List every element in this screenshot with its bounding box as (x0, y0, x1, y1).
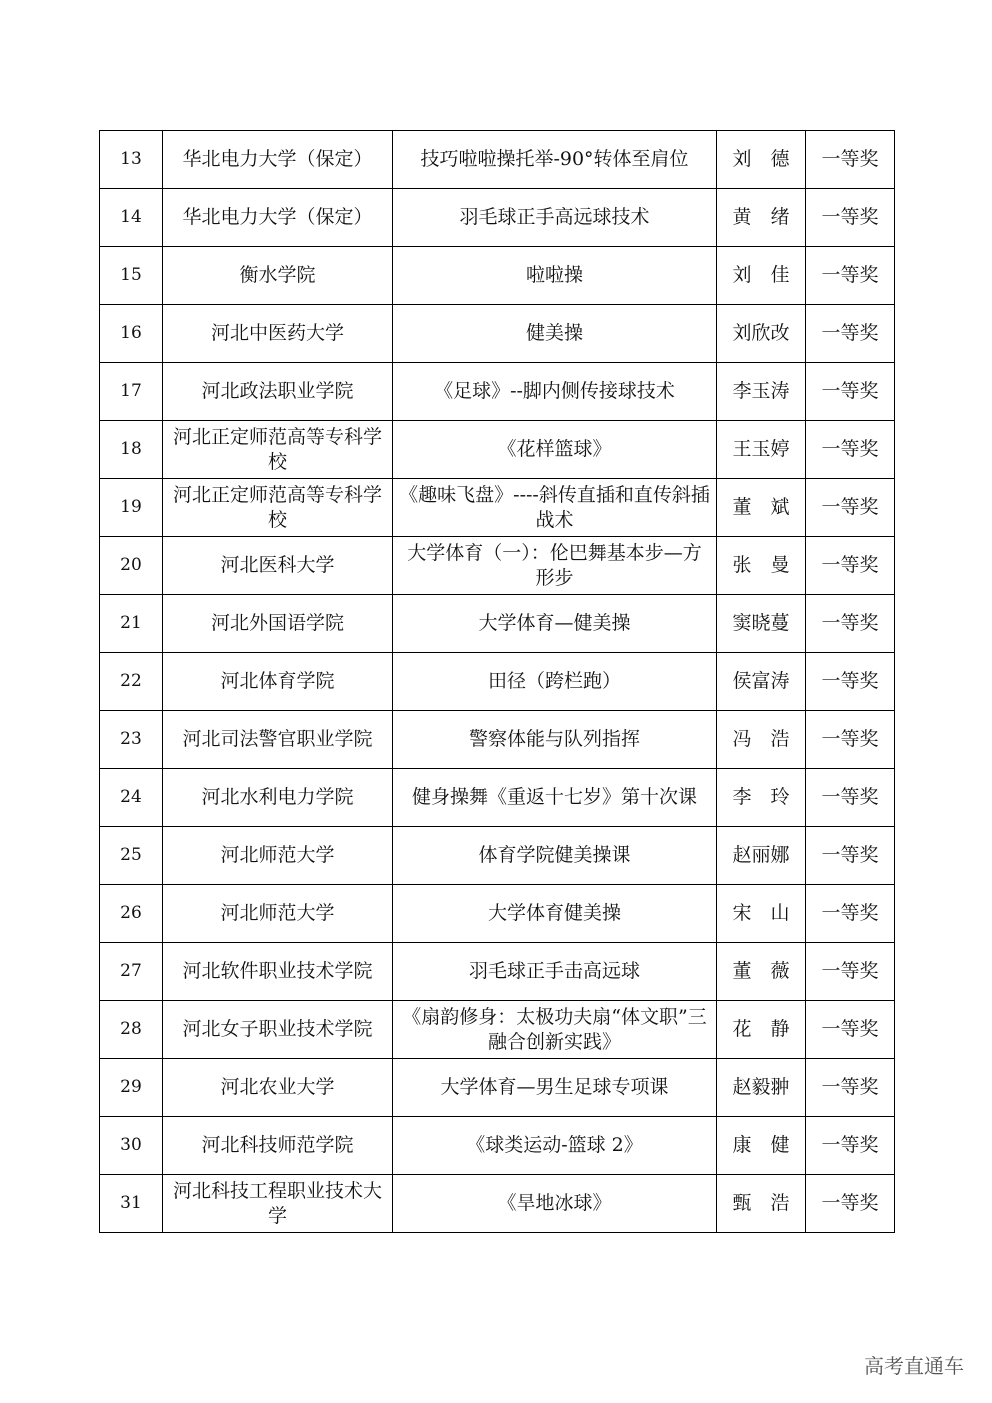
award-level: 一等奖 (806, 537, 895, 595)
teacher-name: 黄 绪 (717, 189, 806, 247)
row-number: 17 (100, 363, 163, 421)
row-number: 21 (100, 595, 163, 653)
row-number: 27 (100, 943, 163, 1001)
school-name: 河北师范大学 (163, 885, 393, 943)
row-number: 25 (100, 827, 163, 885)
course-title: 《旱地冰球》 (393, 1175, 717, 1233)
course-title: 《足球》--脚内侧传接球技术 (393, 363, 717, 421)
teacher-name: 刘 佳 (717, 247, 806, 305)
table-row (100, 943, 895, 1001)
awards-table-body (100, 131, 895, 1233)
teacher-name: 宋 山 (717, 885, 806, 943)
school-name: 河北农业大学 (163, 1059, 393, 1117)
teacher-name: 董 薇 (717, 943, 806, 1001)
row-number: 20 (100, 537, 163, 595)
school-name: 河北司法警官职业学院 (163, 711, 393, 769)
award-level: 一等奖 (806, 1001, 895, 1059)
row-number: 23 (100, 711, 163, 769)
teacher-name: 赵丽娜 (717, 827, 806, 885)
school-name: 河北中医药大学 (163, 305, 393, 363)
course-title: 田径（跨栏跑） (393, 653, 717, 711)
award-level: 一等奖 (806, 1059, 895, 1117)
course-title: 羽毛球正手击高远球 (393, 943, 717, 1001)
school-name: 河北水利电力学院 (163, 769, 393, 827)
award-level: 一等奖 (806, 885, 895, 943)
row-number: 26 (100, 885, 163, 943)
table-row (100, 247, 895, 305)
award-level: 一等奖 (806, 827, 895, 885)
teacher-name: 刘欣改 (717, 305, 806, 363)
table-row (100, 1175, 895, 1233)
course-title: 《球类运动-篮球 2》 (393, 1117, 717, 1175)
school-name: 河北女子职业技术学院 (163, 1001, 393, 1059)
award-level: 一等奖 (806, 131, 895, 189)
award-level: 一等奖 (806, 305, 895, 363)
teacher-name: 王玉婷 (717, 421, 806, 479)
teacher-name: 李 玲 (717, 769, 806, 827)
teacher-name: 甄 浩 (717, 1175, 806, 1233)
course-title: 技巧啦啦操托举-90°转体至肩位 (393, 131, 717, 189)
course-title: 健美操 (393, 305, 717, 363)
table-row (100, 711, 895, 769)
table-row (100, 769, 895, 827)
course-title: 羽毛球正手高远球技术 (393, 189, 717, 247)
teacher-name: 冯 浩 (717, 711, 806, 769)
award-level: 一等奖 (806, 363, 895, 421)
award-level: 一等奖 (806, 769, 895, 827)
table-row (100, 885, 895, 943)
table-row (100, 1117, 895, 1175)
table-row (100, 1001, 895, 1059)
course-title: 健身操舞《重返十七岁》第十次课 (393, 769, 717, 827)
table-row (100, 827, 895, 885)
row-number: 19 (100, 479, 163, 537)
table-row (100, 421, 895, 479)
row-number: 30 (100, 1117, 163, 1175)
table-row (100, 653, 895, 711)
teacher-name: 赵毅翀 (717, 1059, 806, 1117)
school-name: 河北师范大学 (163, 827, 393, 885)
award-level: 一等奖 (806, 247, 895, 305)
award-level: 一等奖 (806, 711, 895, 769)
course-title: 《扇韵修身：太极功夫扇“体文职”三融合创新实践》 (393, 1001, 717, 1059)
school-name: 华北电力大学（保定） (163, 189, 393, 247)
course-title: 体育学院健美操课 (393, 827, 717, 885)
row-number: 24 (100, 769, 163, 827)
watermark-text: 高考直通车 (864, 1354, 964, 1378)
row-number: 16 (100, 305, 163, 363)
award-level: 一等奖 (806, 1175, 895, 1233)
row-number: 13 (100, 131, 163, 189)
row-number: 28 (100, 1001, 163, 1059)
school-name: 河北医科大学 (163, 537, 393, 595)
school-name: 华北电力大学（保定） (163, 131, 393, 189)
school-name: 河北体育学院 (163, 653, 393, 711)
row-number: 31 (100, 1175, 163, 1233)
table-row (100, 1059, 895, 1117)
school-name: 河北科技工程职业技术大学 (163, 1175, 393, 1233)
award-level: 一等奖 (806, 421, 895, 479)
school-name: 河北正定师范高等专科学校 (163, 421, 393, 479)
teacher-name: 花 静 (717, 1001, 806, 1059)
course-title: 《花样篮球》 (393, 421, 717, 479)
award-level: 一等奖 (806, 943, 895, 1001)
table-row (100, 479, 895, 537)
course-title: 啦啦操 (393, 247, 717, 305)
course-title: 大学体育—健美操 (393, 595, 717, 653)
course-title: 大学体育健美操 (393, 885, 717, 943)
teacher-name: 李玉涛 (717, 363, 806, 421)
table-row (100, 537, 895, 595)
school-name: 河北科技师范学院 (163, 1117, 393, 1175)
teacher-name: 侯富涛 (717, 653, 806, 711)
award-level: 一等奖 (806, 653, 895, 711)
teacher-name: 康 健 (717, 1117, 806, 1175)
course-title: 警察体能与队列指挥 (393, 711, 717, 769)
teacher-name: 张 曼 (717, 537, 806, 595)
row-number: 22 (100, 653, 163, 711)
table-row (100, 363, 895, 421)
row-number: 14 (100, 189, 163, 247)
teacher-name: 刘 德 (717, 131, 806, 189)
row-number: 15 (100, 247, 163, 305)
table-row (100, 305, 895, 363)
school-name: 衡水学院 (163, 247, 393, 305)
award-level: 一等奖 (806, 479, 895, 537)
teacher-name: 窦晓蔓 (717, 595, 806, 653)
table-row (100, 189, 895, 247)
school-name: 河北正定师范高等专科学校 (163, 479, 393, 537)
school-name: 河北政法职业学院 (163, 363, 393, 421)
table-row (100, 131, 895, 189)
award-level: 一等奖 (806, 595, 895, 653)
school-name: 河北外国语学院 (163, 595, 393, 653)
row-number: 18 (100, 421, 163, 479)
course-title: 大学体育—男生足球专项课 (393, 1059, 717, 1117)
table-row (100, 595, 895, 653)
course-title: 《趣味飞盘》----斜传直插和直传斜插战术 (393, 479, 717, 537)
row-number: 29 (100, 1059, 163, 1117)
teacher-name: 董 斌 (717, 479, 806, 537)
school-name: 河北软件职业技术学院 (163, 943, 393, 1001)
course-title: 大学体育（一）：伦巴舞基本步—方形步 (393, 537, 717, 595)
award-level: 一等奖 (806, 189, 895, 247)
award-level: 一等奖 (806, 1117, 895, 1175)
awards-table (99, 130, 895, 1233)
